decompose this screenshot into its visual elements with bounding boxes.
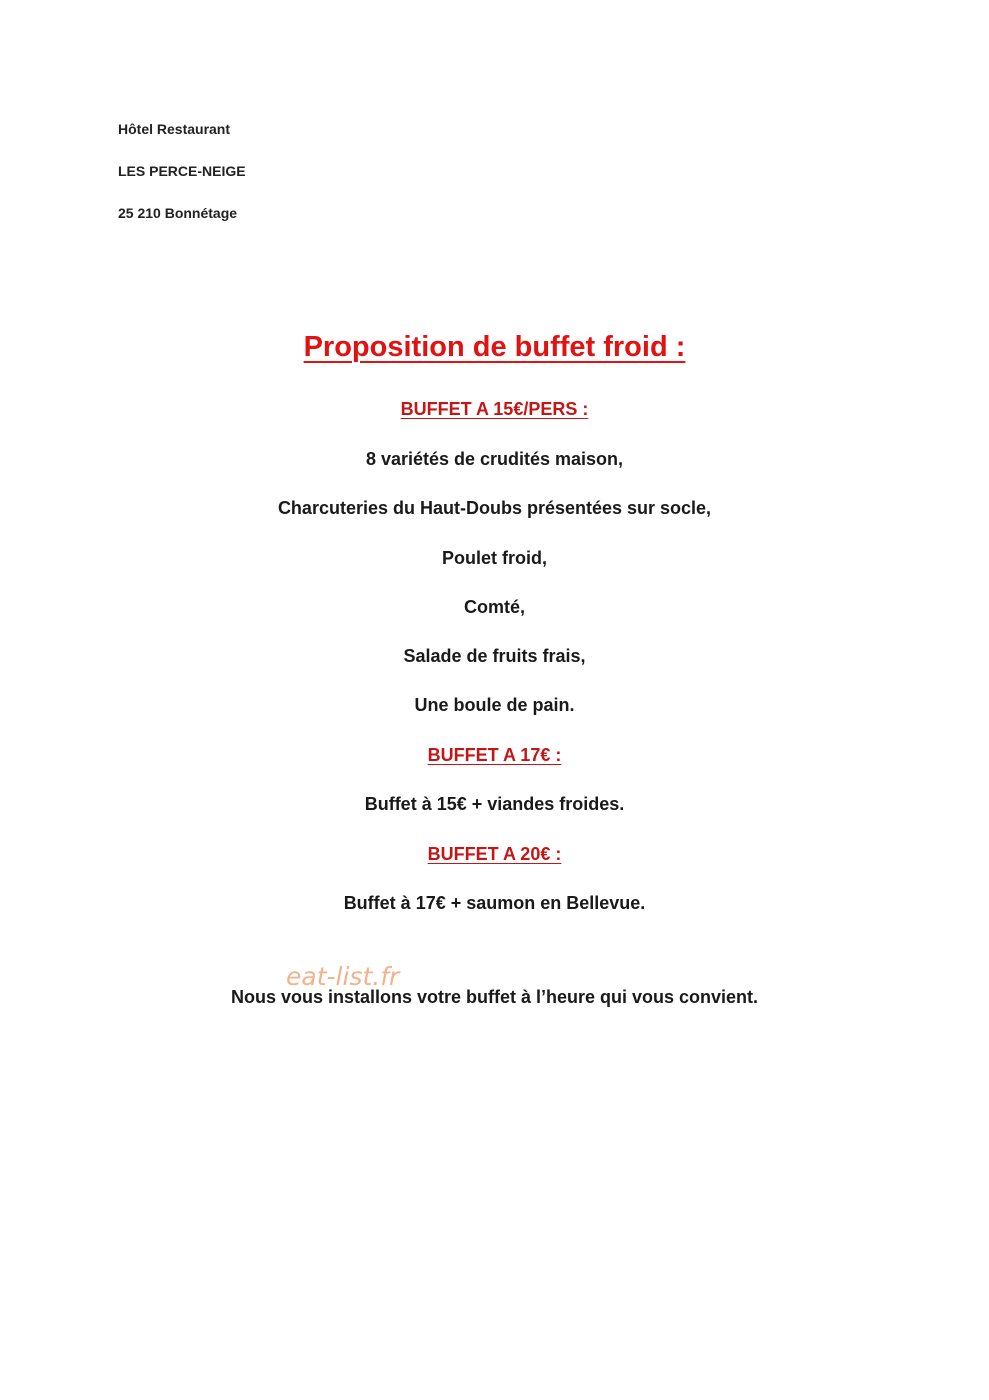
buffet-15-heading: BUFFET A 15€/PERS : <box>400 399 589 419</box>
restaurant-name: LES PERCE-NEIGE <box>118 163 246 179</box>
restaurant-address: 25 210 Bonnétage <box>118 205 238 221</box>
buffet-20-heading: BUFFET A 20€ : <box>427 844 562 864</box>
restaurant-type: Hôtel Restaurant <box>118 121 231 137</box>
watermark: eat-list.fr <box>286 962 400 991</box>
buffet-15-item: Charcuteries du Haut-Doubs présentées sur socle, <box>277 498 712 518</box>
buffet-15-item: 8 variétés de crudités maison, <box>365 449 624 469</box>
footer-note: Nous vous installons votre buffet à l’heure qui vous convient. <box>230 987 759 1007</box>
buffet-15-item: Poulet froid, <box>442 548 547 568</box>
buffet-15-item: Une boule de pain. <box>414 695 575 715</box>
buffet-17-heading: BUFFET A 17€ : <box>427 745 562 765</box>
restaurant-header <box>118 118 246 244</box>
buffet-17-description: Buffet à 15€ + viandes froides. <box>364 794 625 814</box>
buffet-15-item: Salade de fruits frais, <box>403 646 586 666</box>
buffet-15-item: Comté, <box>463 597 525 617</box>
buffet-20-description: Buffet à 17€ + saumon en Bellevue. <box>343 893 646 913</box>
page-title: Proposition de buffet froid : <box>303 331 686 363</box>
